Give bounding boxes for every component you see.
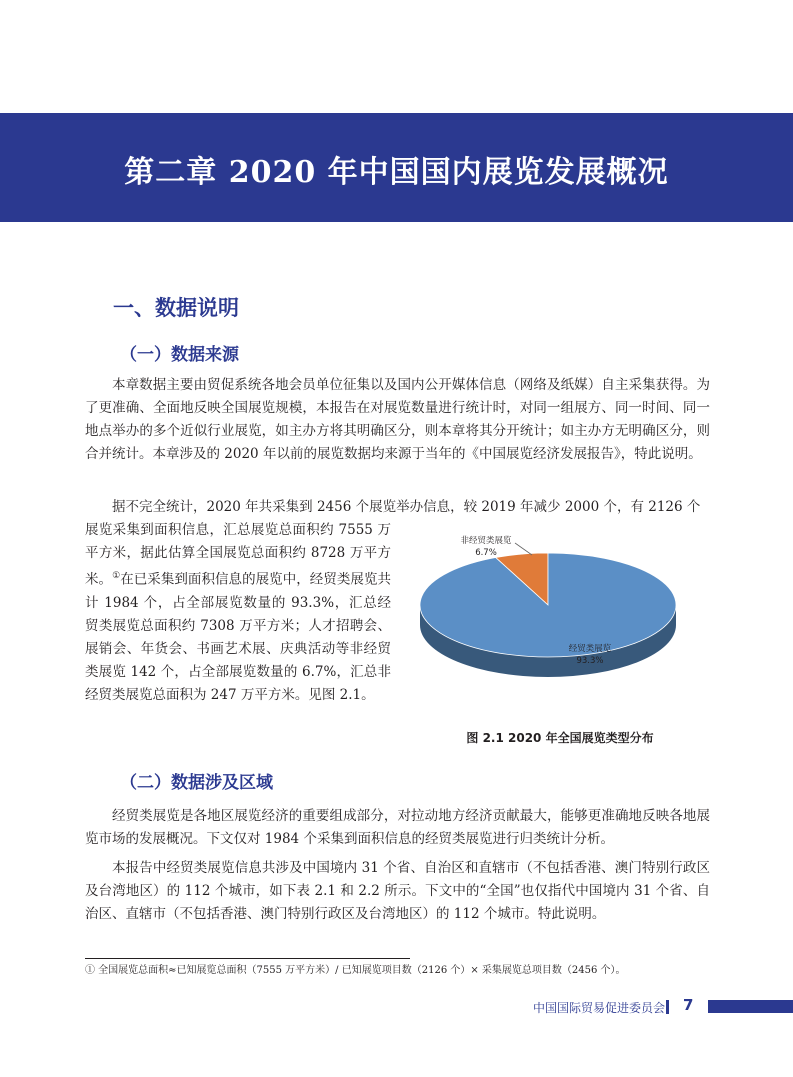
- subsection-heading-data-source: （一）数据来源: [120, 345, 239, 365]
- pie-chart: [410, 525, 690, 725]
- page-number: 7: [683, 996, 694, 1014]
- footnote-rule: [85, 958, 410, 959]
- subsection-heading-data-region: （二）数据涉及区域: [120, 773, 273, 793]
- chapter-title: 第二章 2020 年中国国内展览发展概况: [124, 155, 669, 190]
- pie-chart-svg: [410, 525, 690, 725]
- paragraph-regions: 本报告中经贸类展览信息共涉及中国境内 31 个省、自治区和直辖市（不包括香港、澳门特别行政区及台湾地区）的 112 个城市，如下表 2.1 和 2.2 所示。下文中的“全国”也仅指代中国境内 31 个省、自治区、直辖市（不包括香港、澳门特别行政区及台湾地区）的 112 个城市。特此说明。: [85, 860, 710, 922]
- pie-label-non-trade: 非经贸类展览: [460, 536, 512, 546]
- footnote: ① 全国展览总面积≈已知展览总面积（7555 万平方米）/ 已知展览项目数（2126 个）× 采集展览总项目数（2456 个）。: [85, 965, 626, 976]
- footer-bar: [708, 1000, 793, 1013]
- figure-caption: 图 2.1 2020 年全国展览类型分布: [466, 731, 654, 745]
- statistics-text-b: 在已采集到面积信息的展览中，经贸类展览共计 1984 个，占全部展览数量的 93.3%，汇总经贸类展览总面积约 7308 万平方米；人才招聘会、展销会、年货会、书画艺术展、庆典活动等非经贸类展览 142 个，占全部展览数量的 6.7%，汇总非经贸类展览总面积为 247 万平方米。见图 2.1。: [85, 571, 392, 703]
- paragraph-data-source: 本章数据主要由贸促系统各地会员单位征集以及国内公开媒体信息（网络及纸媒）自主采集获得。为了更准确、全面地反映全国展览规模，本报告在对展览数量进行统计时，对同一组展方、同一时间、同一地点举办的多个近似行业展览，如主办方将其明确区分，则本章将其分开统计；如主办方无明确区分，则合并统计。本章涉及的 2020 年以前的展览数据均来源于当年的《中国展览经济发展报告》，特此说明。: [85, 377, 710, 462]
- footer-separator: [666, 1000, 669, 1014]
- statistics-text-a: 展览采集到面积信息，汇总展览总面积约 7555 万平方米，据此估算全国展览总面积约 8728 万平方米。: [85, 522, 391, 588]
- paragraph-statistics-body: [85, 519, 391, 707]
- pie-label-trade: 经贸类展览: [568, 644, 612, 654]
- pie-value-trade: 93.3%: [576, 656, 604, 666]
- footnote-ref[interactable]: ①: [112, 571, 121, 581]
- footer-organization: 中国国际贸易促进委员会: [532, 1001, 665, 1015]
- paragraph-trade-exhibitions: 经贸类展览是各地区展览经济的重要组成部分，对拉动地方经济贡献最大，能够更准确地反映各地展览市场的发展概况。下文仅对 1984 个采集到面积信息的经贸类展览进行归类统计分析。: [85, 808, 710, 847]
- pie-slice-trade: [420, 553, 676, 657]
- pie-value-non-trade: 6.7%: [475, 548, 497, 558]
- paragraph-statistics-intro: 据不完全统计，2020 年共采集到 2456 个展览举办信息，较 2019 年减少 2000 个，有 2126 个: [112, 499, 701, 515]
- callout-line-non-trade: [515, 543, 532, 555]
- section-heading-data-description: 一、数据说明: [113, 296, 239, 320]
